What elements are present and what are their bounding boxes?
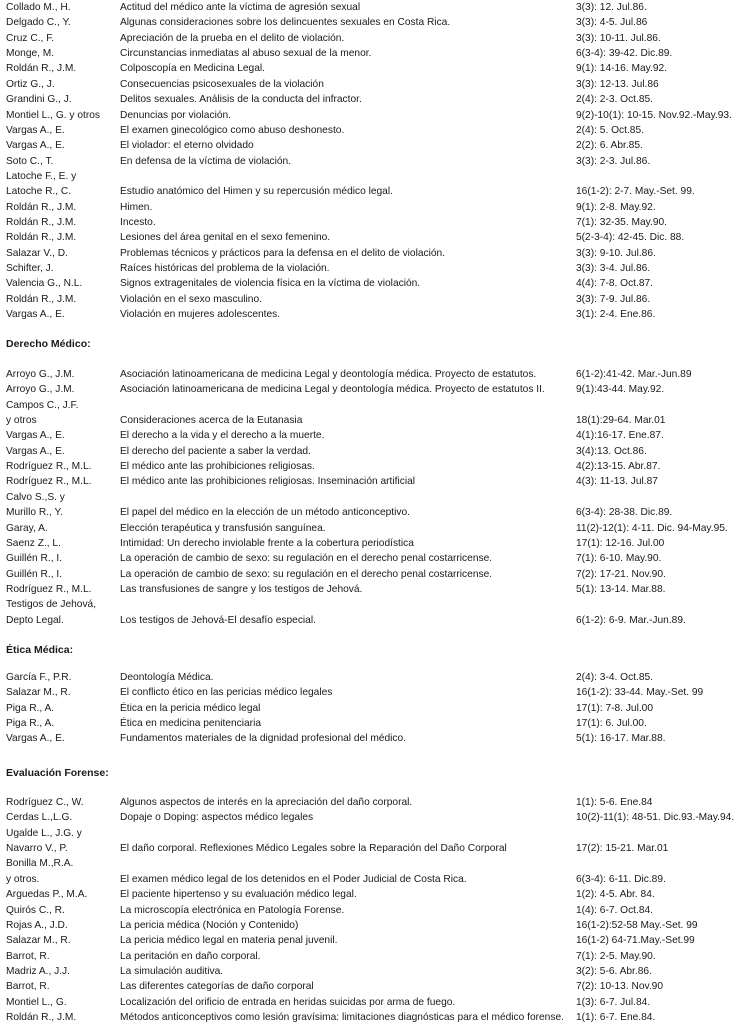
entry-author: Cruz C., F.: [6, 32, 55, 44]
bibliography-entry: [0, 32, 746, 45]
entry-author: Arroyo G., J.M.: [6, 384, 75, 396]
entry-title: Asociación latinoamericana de medicina Legal y deontología médica. Proyecto de estatutos.: [120, 369, 537, 380]
entry-author: Rodríguez C., W.: [6, 797, 84, 808]
bibliography-entry: [0, 109, 746, 122]
entry-author: Cerdas L.,L.G.: [6, 812, 73, 824]
bibliography-entry: [0, 368, 746, 381]
entry-title: La microscopía electrónica en Patología Forense.: [120, 904, 345, 916]
bibliography-entry: [0, 873, 746, 886]
entry-author: Vargas A., E.: [6, 124, 65, 136]
bibliography-entry: [0, 62, 746, 75]
entry-author: Monge, M.: [6, 48, 55, 59]
bibliography-entry: [0, 686, 746, 699]
entry-title: Consideraciones acerca de la Eutanasia: [120, 415, 303, 427]
entry-reference: 16(1-2): 33-44. May.-Set. 99: [576, 687, 704, 699]
section-heading: Ética Médica:: [6, 644, 74, 656]
entry-title: Lesiones del área genital en el sexo femenino.: [120, 232, 331, 244]
entry-author: Arroyo G., J.M.: [6, 369, 75, 380]
entry-reference: 4(1):16-17. Ene.87.: [576, 430, 664, 442]
entry-author: Montiel L., G. y otros: [6, 109, 100, 121]
entry-author: Valencia G., N.L.: [6, 278, 83, 290]
entry-author: Roldán R., J.M.: [6, 216, 77, 228]
entry-reference: 17(2): 15-21. Mar.01: [576, 843, 669, 854]
entry-reference: 2(4): 2-3. Oct.85.: [576, 94, 654, 106]
bibliography-entry: [0, 522, 746, 535]
entry-title: Las diferentes categorías de daño corporal: [120, 981, 314, 993]
entry-title: Algunos aspectos de interés en la apreciación del daño corporal.: [120, 797, 413, 808]
entry-title: Los testigos de Jehová-El desafío especial.: [120, 614, 316, 626]
entry-author: García F., P.R.: [6, 672, 72, 683]
entry-reference: 16(1-2) 64-71.May.-Set.99: [576, 935, 695, 947]
entry-title: Delitos sexuales. Análisis de la conducta del infractor.: [120, 94, 362, 106]
entry-reference: 3(3): 4-5. Jul.86: [576, 17, 648, 29]
entry-reference: 6(1-2): 6-9. Mar.-Jun.89.: [576, 614, 686, 626]
entry-author: Barrot, R.: [6, 950, 50, 962]
entry-author: Depto Legal.: [6, 614, 64, 626]
entry-author: Roldán R., J.M.: [6, 201, 77, 213]
bibliography-entry: [0, 155, 746, 168]
entry-title: El conflicto ético en las pericias médico legales: [120, 687, 333, 699]
entry-title: Signos extragenitales de violencia física en la víctima de violación.: [120, 278, 421, 290]
entry-title: Fundamentos materiales de la dignidad profesional del médico.: [120, 733, 406, 745]
entry-title: Violación en el sexo masculino.: [120, 293, 262, 305]
entry-author: Salazar V., D.: [6, 247, 68, 259]
bibliography-entry: [0, 552, 746, 565]
bibliography-entry: [0, 614, 746, 627]
entry-title: El derecho del paciente a saber la verdad.: [120, 445, 311, 457]
bibliography-entry: [0, 231, 746, 244]
entry-reference: 1(1): 6-7. Ene.84.: [576, 1011, 656, 1023]
entry-author: Bonilla M.,R.A.: [6, 858, 74, 870]
bibliography-entry: [0, 950, 746, 963]
entry-title: La pericia médico legal en materia penal juvenil.: [120, 935, 338, 947]
entry-reference: 5(1): 13-14. Mar.88.: [576, 583, 666, 595]
entry-title: Ética en medicina penitenciaria: [120, 718, 262, 729]
entry-title: Raíces históricas del problema de la violación.: [120, 262, 330, 274]
entry-reference: 4(3): 11-13. Jul.87: [576, 476, 658, 488]
bibliography-entry: [0, 262, 746, 275]
bibliography-entry: [0, 506, 746, 519]
entry-title: Himen.: [120, 201, 153, 213]
bibliography-entry: [0, 293, 746, 306]
entry-reference: 7(1): 6-10. May.90.: [576, 553, 662, 565]
entry-author: Salazar M., R.: [6, 935, 71, 947]
entry-author: Schifter, J.: [6, 262, 54, 274]
bibliography-entry: [0, 965, 746, 978]
entry-title: Violación en mujeres adolescentes.: [120, 309, 281, 320]
entry-author: Rodríguez R., M.L.: [6, 583, 92, 595]
section-heading: Derecho Médico:: [6, 338, 91, 350]
entry-title: Elección terapéutica y transfusión sanguínea.: [120, 522, 326, 534]
entry-title: Dopaje o Doping: aspectos médico legales: [120, 812, 314, 824]
entry-title: Estudio anatómico del Himen y su repercusión médico legal.: [120, 186, 393, 198]
entry-reference: 6(1-2):41-42. Mar.-Jun.89: [576, 369, 692, 380]
bibliography-entry: [0, 308, 746, 321]
bibliography-entry: [0, 537, 746, 550]
entry-reference: 2(4): 3-4. Oct.85.: [576, 672, 654, 683]
entry-author: Roldán R., J.M.: [6, 293, 77, 305]
entry-title: Deontología Médica.: [120, 672, 214, 683]
entry-author: Murillo R., Y.: [6, 507, 63, 519]
bibliography-entry: [0, 47, 746, 60]
entry-reference: 5(1): 16-17. Mar.88.: [576, 733, 666, 745]
entry-author: Guillén R., I.: [6, 553, 63, 565]
entry-title: La operación de cambio de sexo: su regulación en el derecho penal costarricense.: [120, 553, 493, 565]
entry-author: Guillén R., I.: [6, 568, 63, 580]
entry-author: Garay, A.: [6, 522, 48, 534]
entry-reference: 9(1): 2-8. May.92.: [576, 201, 656, 213]
entry-title: Circunstancias inmediatas al abuso sexual de la menor.: [120, 48, 372, 59]
entry-title: Actitud del médico ante la víctima de agresión sexual: [120, 2, 361, 13]
entry-title: El médico ante las prohibiciones religiosas. Inseminación artificial: [120, 476, 416, 488]
entry-title: El examen ginecológico como abuso deshonesto.: [120, 124, 345, 136]
bibliography-entry: [0, 16, 746, 29]
entry-reference: 2(2): 6. Abr.85.: [576, 140, 643, 152]
entry-title: Algunas consideraciones sobre los delincuentes sexuales en Costa Rica.: [120, 17, 451, 29]
entry-reference: 3(3): 9-10. Jul.86.: [576, 247, 656, 259]
entry-reference: 6(3-4): 6-11. Dic.89.: [576, 873, 666, 885]
bibliography-entry: [0, 383, 746, 396]
bibliography-entry: [0, 124, 746, 137]
entry-author: Salazar M., R.: [6, 687, 71, 699]
entry-title: Problemas técnicos y prácticos para la defensa en el delito de violación.: [120, 247, 446, 259]
bibliography-entry: [0, 996, 746, 1009]
entry-reference: 4(4): 7-8. Oct.87.: [576, 278, 654, 290]
entry-reference: 3(3): 10-11. Jul.86.: [576, 32, 661, 44]
entry-reference: 9(1): 14-16. May.92.: [576, 63, 667, 75]
entry-author: Rojas A., J.D.: [6, 919, 68, 931]
bibliography-entry: [0, 216, 746, 229]
entry-title: El paciente hipertenso y su evaluación médico legal.: [120, 889, 357, 901]
bibliography-entry: [0, 78, 746, 91]
entry-author: Collado M., H.: [6, 2, 71, 13]
bibliography-entry: [0, 277, 746, 290]
entry-title: Localización del orificio de entrada en heridas suicidas por arma de fuego.: [120, 996, 456, 1008]
entry-title: La simulación auditiva.: [120, 965, 224, 977]
bibliography-entry: [0, 491, 746, 504]
entry-author: Madriz A., J.J.: [6, 965, 70, 977]
bibliography-entry: [0, 1011, 746, 1024]
entry-title: La pericia médica (Noción y Contenido): [120, 919, 299, 931]
entry-author: Roldán R., J.M.: [6, 232, 77, 244]
entry-reference: 3(3): 3-4. Jul.86.: [576, 262, 651, 274]
entry-author: Ugalde L., J.G. y: [6, 827, 82, 839]
bibliography-entry: [0, 904, 746, 917]
entry-reference: 17(1): 6. Jul.00.: [576, 718, 647, 729]
bibliography-entry: [0, 857, 746, 870]
entry-reference: 1(3): 6-7. Jul.84.: [576, 996, 651, 1008]
bibliography-entry: [0, 827, 746, 840]
entry-author: y otros.: [6, 873, 40, 885]
entry-author: Delgado C., Y.: [6, 17, 71, 29]
entry-author: Vargas A., E.: [6, 430, 65, 442]
bibliography-entry: [0, 93, 746, 106]
bibliography-entry: [0, 980, 746, 993]
entry-title: Las transfusiones de sangre y los testigos de Jehová.: [120, 583, 363, 595]
entry-author: Barrot, R.: [6, 981, 50, 993]
bibliography-entry: [0, 247, 746, 260]
bibliography-entry: [0, 888, 746, 901]
entry-reference: 18(1):29-64. Mar.01: [576, 415, 666, 427]
entry-title: Incesto.: [120, 216, 156, 228]
entry-author: Ortiz G., J.: [6, 78, 55, 90]
entry-reference: 2(4): 5. Oct.85.: [576, 124, 644, 136]
bibliography-entry: [0, 568, 746, 581]
section-heading: Evaluación Forense:: [6, 767, 109, 779]
entry-reference: 3(3): 2-3. Jul.86.: [576, 155, 651, 167]
bibliography-entry: [0, 671, 746, 684]
bibliography-entry: [0, 717, 746, 730]
entry-title: La peritación en daño corporal.: [120, 950, 261, 962]
bibliography-entry: [0, 201, 746, 214]
entry-reference: 7(2): 17-21. Nov.90.: [576, 568, 666, 580]
bibliography-entry: [0, 796, 746, 809]
entry-reference: 7(1): 2-5. May.90.: [576, 950, 656, 962]
bibliography-entry: [0, 811, 746, 824]
entry-author: y otros: [6, 415, 37, 427]
bibliography-entry: [0, 1, 746, 14]
entry-author: Montiel L., G.: [6, 996, 67, 1008]
entry-reference: 3(4):13. Oct.86.: [576, 445, 647, 457]
entry-reference: 3(3): 12. Jul.86.: [576, 2, 647, 13]
entry-author: Saenz Z., L.: [6, 537, 61, 549]
entry-reference: 7(2): 10-13. Nov.90: [576, 981, 664, 993]
entry-reference: 3(3): 7-9. Jul.86.: [576, 293, 651, 305]
bibliography-entry: [0, 399, 746, 412]
entry-title: El violador: el eterno olvidado: [120, 140, 254, 152]
bibliography-entry: [0, 934, 746, 947]
entry-reference: 16(1-2): 2-7. May.-Set. 99.: [576, 186, 695, 198]
bibliography-entry: [0, 598, 746, 611]
entry-reference: 10(2)-11(1): 48-51. Dic.93.-May.94.: [576, 812, 735, 824]
entry-title: Ética en la pericia médico legal: [120, 702, 261, 714]
entry-title: El examen médico legal de los detenidos en el Poder Judicial de Costa Rica.: [120, 873, 467, 885]
entry-author: Rodríguez R., M.L.: [6, 461, 92, 473]
entry-author: Vargas A., E.: [6, 733, 65, 745]
entry-author: Latoche F., E. y: [6, 170, 77, 182]
entry-author: Arguedas P., M.A.: [6, 889, 88, 901]
entry-reference: 4(2):13-15. Abr.87.: [576, 461, 661, 473]
entry-reference: 9(2)-10(1): 10-15. Nov.92.-May.93.: [576, 109, 732, 121]
bibliography-entry: [0, 475, 746, 488]
bibliography-entry: [0, 170, 746, 183]
bibliography-entry: [0, 445, 746, 458]
bibliography-entry: [0, 414, 746, 427]
entry-title: La operación de cambio de sexo: su regulación en el derecho penal costarricense.: [120, 568, 493, 580]
entry-author: Latoche R., C.: [6, 186, 72, 198]
entry-title: Colposcopía en Medicina Legal.: [120, 63, 265, 75]
entry-author: Quirós C., R.: [6, 904, 65, 916]
entry-author: Soto C., T.: [6, 155, 54, 167]
entry-title: Métodos anticonceptivos como lesión gravísima: limitaciones diagnósticas para el médico forense.: [120, 1011, 564, 1023]
bibliography-entry: [0, 842, 746, 855]
entry-author: Rodríguez R., M.L.: [6, 476, 92, 488]
bibliography-entry: [0, 139, 746, 152]
entry-reference: 1(2): 4-5. Abr. 84.: [576, 889, 655, 901]
bibliography-entry: [0, 702, 746, 715]
entry-title: Consecuencias psicosexuales de la violación: [120, 78, 324, 90]
entry-reference: 3(3): 12-13. Jul.86: [576, 78, 659, 90]
entry-author: Testigos de Jehová,: [6, 599, 97, 611]
entry-reference: 9(1):43-44. May.92.: [576, 384, 665, 396]
entry-title: Asociación latinoamericana de medicina Legal y deontología médica. Proyecto de estatutos II.: [120, 384, 545, 396]
bibliography-entry: [0, 732, 746, 745]
entry-title: El médico ante las prohibiciones religiosas.: [120, 461, 315, 473]
entry-title: Intimidad: Un derecho inviolable frente a la cobertura periodística: [120, 537, 414, 549]
entry-reference: 7(1): 32-35. May.90.: [576, 216, 667, 228]
entry-author: Calvo S.,S. y: [6, 491, 65, 503]
entry-reference: 17(1): 7-8. Jul.00: [576, 702, 654, 714]
bibliography-entry: [0, 460, 746, 473]
entry-title: En defensa de la víctima de violación.: [120, 155, 292, 167]
entry-author: Vargas A., E.: [6, 309, 65, 320]
entry-title: El papel del médico en la elección de un método anticonceptivo.: [120, 507, 410, 519]
bibliography-entry: [0, 583, 746, 596]
entry-author: Grandini G., J.: [6, 94, 72, 106]
entry-author: Roldán R., J.M.: [6, 63, 77, 75]
entry-reference: 16(1-2):52-58 May.-Set. 99: [576, 919, 698, 931]
entry-author: Vargas A., E.: [6, 140, 65, 152]
entry-title: Apreciación de la prueba en el delito de violación.: [120, 32, 345, 44]
entry-title: El daño corporal. Reflexiones Médico Legales sobre la Reparación del Daño Corporal: [120, 843, 507, 854]
entry-author: Navarro V., P.: [6, 843, 68, 854]
entry-title: El derecho a la vida y el derecho a la muerte.: [120, 430, 325, 442]
entry-reference: 11(2)-12(1): 4-11. Dic. 94-May.95.: [576, 522, 728, 534]
entry-reference: 6(3-4): 39-42. Dic.89.: [576, 48, 673, 59]
entry-title: Denuncias por violación.: [120, 109, 231, 121]
entry-reference: 6(3-4): 28-38. Dic.89.: [576, 507, 673, 519]
entry-author: Vargas A., E.: [6, 445, 65, 457]
entry-author: Roldán R., J.M.: [6, 1011, 77, 1023]
bibliography-entry: [0, 429, 746, 442]
entry-reference: 3(1): 2-4. Ene.86.: [576, 309, 656, 320]
entry-author: Piga R., A.: [6, 718, 55, 729]
entry-reference: 17(1): 12-16. Jul.00: [576, 537, 665, 549]
bibliography-entry: [0, 185, 746, 198]
entry-reference: 1(4): 6-7. Oct.84.: [576, 904, 654, 916]
bibliography-entry: [0, 919, 746, 932]
entry-reference: 5(2-3-4): 42-45. Dic. 88.: [576, 232, 685, 244]
entry-author: Campos C., J.F.: [6, 399, 79, 411]
entry-author: Piga R., A.: [6, 702, 55, 714]
entry-reference: 3(2): 5-6. Abr.86.: [576, 965, 652, 977]
entry-reference: 1(1): 5-6. Ene.84: [576, 797, 653, 808]
